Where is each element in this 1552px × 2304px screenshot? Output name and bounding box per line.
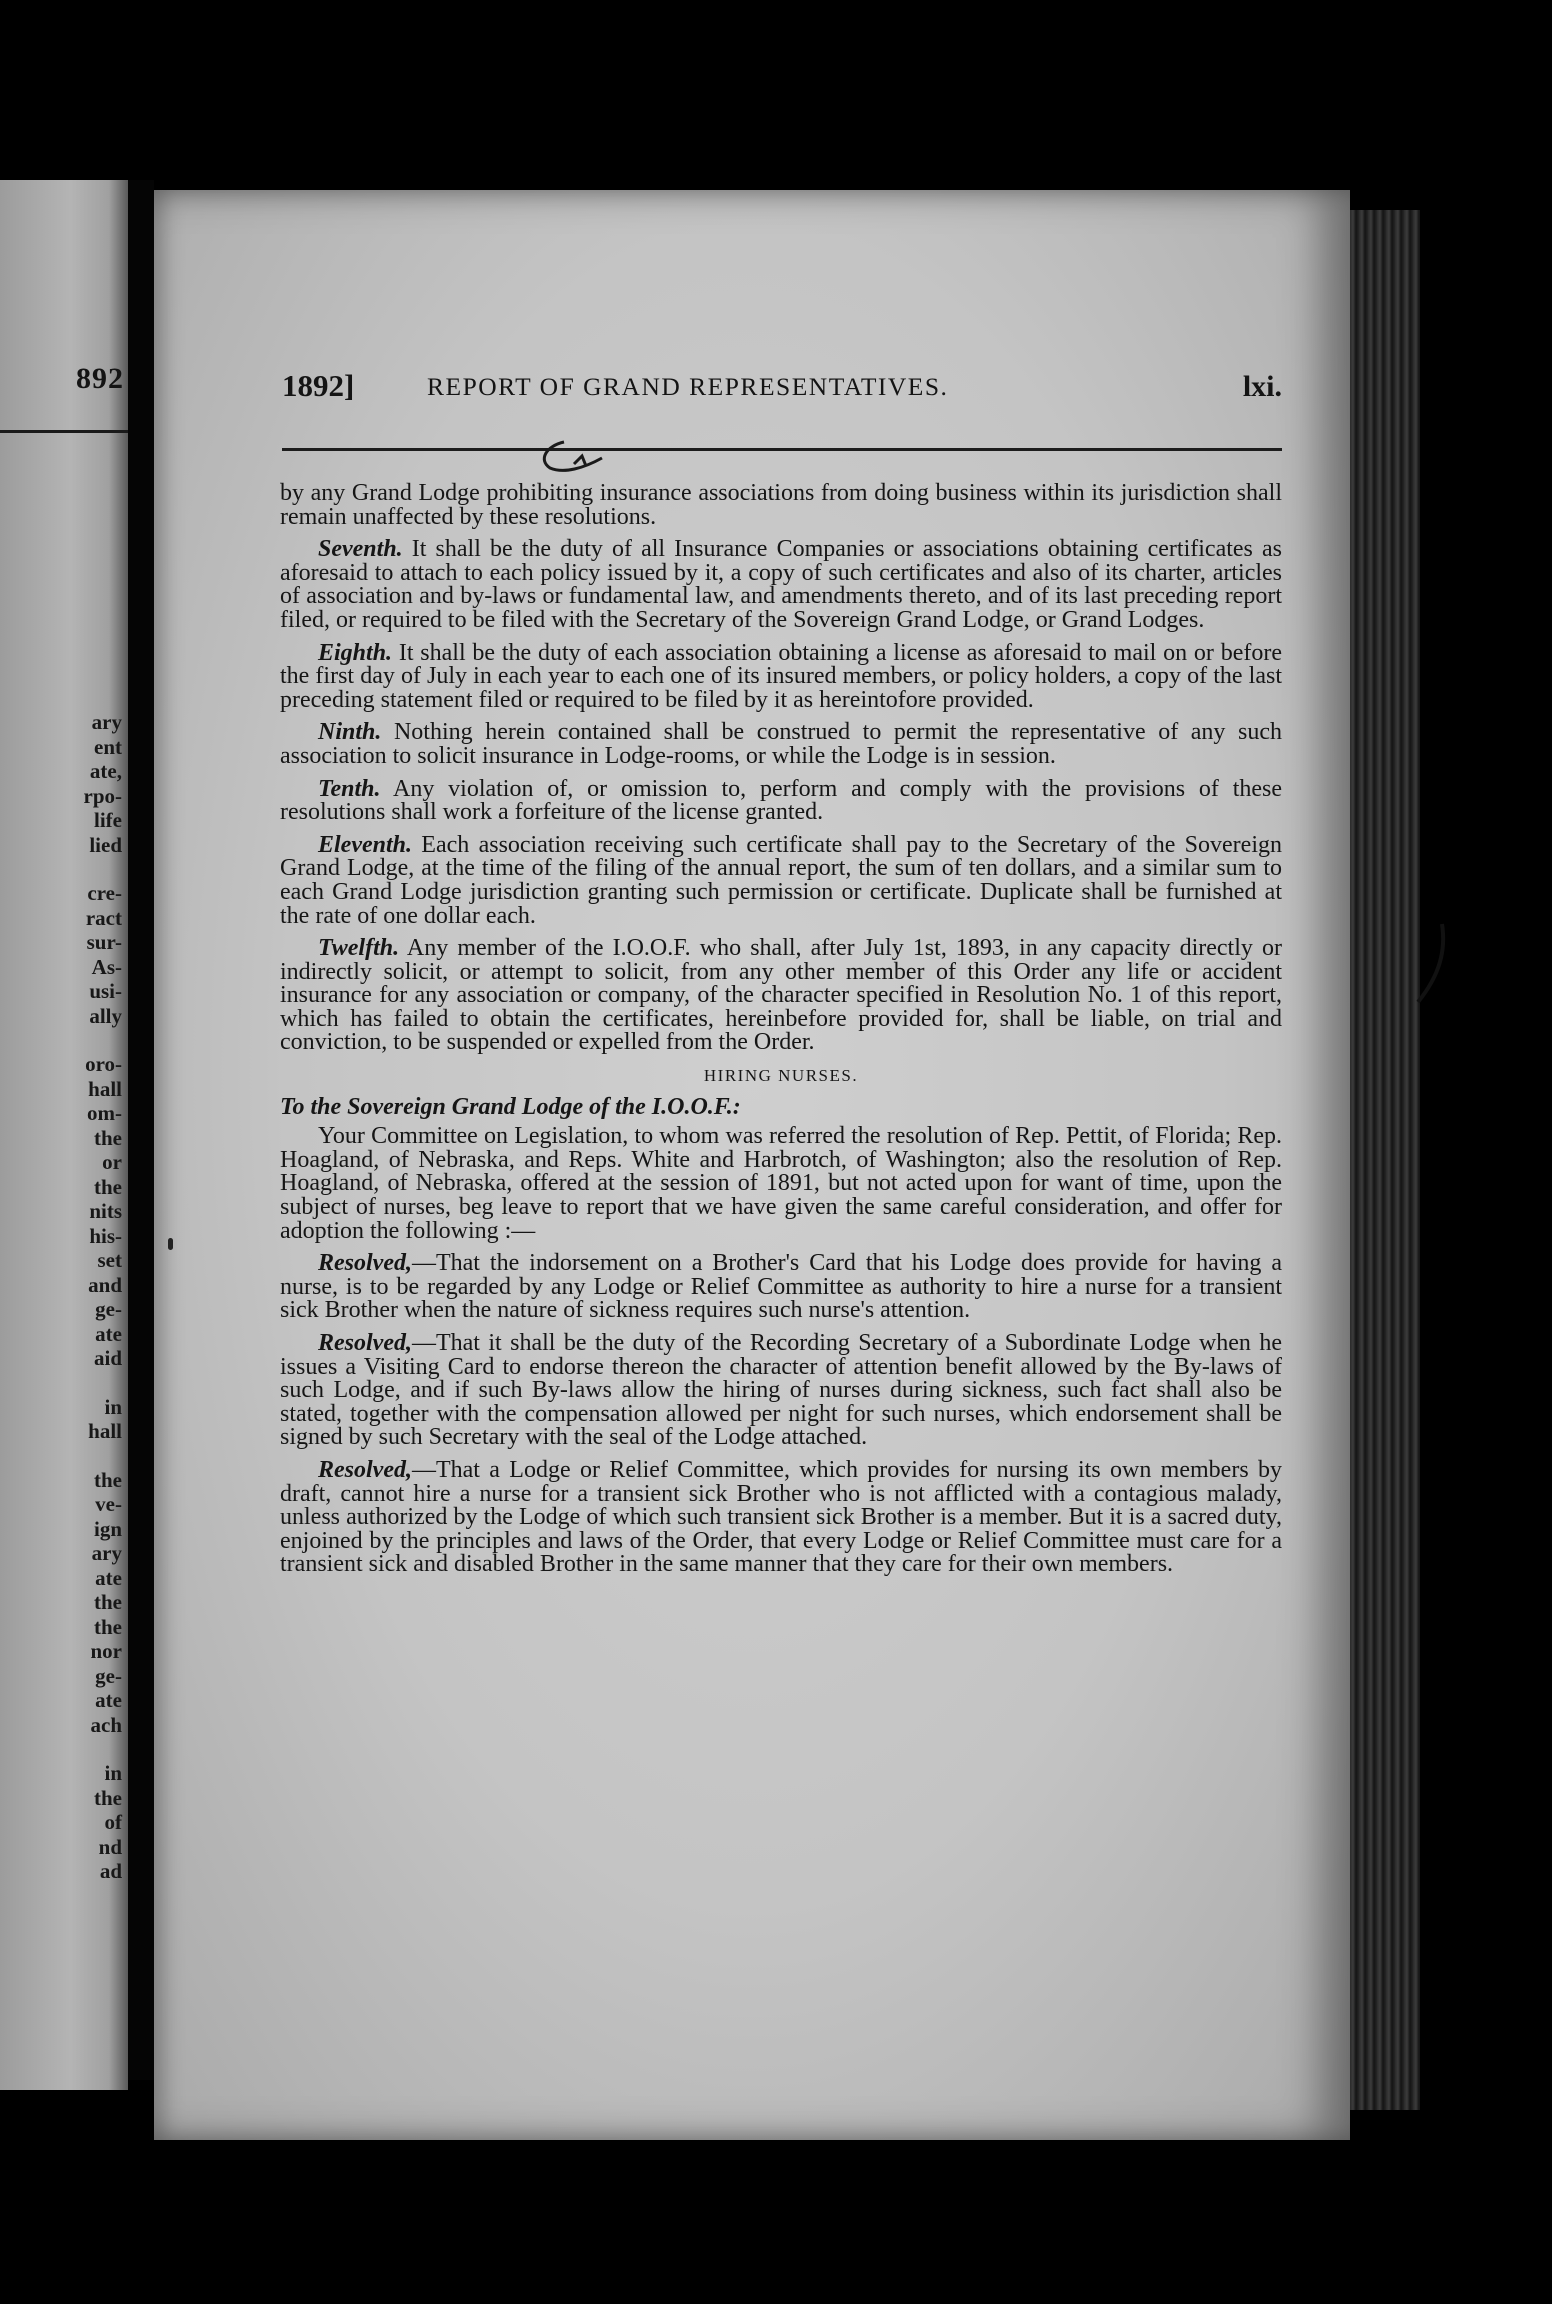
- text-resolved-3: —That a Lodge or Relief Committee, which provides for nursing its own members by draft, cannot hire a nurse for a transient sick Brother who is not afflicted with a contagious malady, unless authorized by the Lodge of which such transient sick Brother is a member. But it is a sacred duty, enjoined by the principles and laws of the Order, that every Lodge or Relief Committee must care for a transient sick and disabled Brother in the same manner that they care for their own members.: [280, 1456, 1282, 1578]
- paragraph-tenth: [280, 775, 1282, 826]
- label-ninth: Ninth.: [318, 719, 382, 746]
- paragraph-resolved-3: [280, 1456, 1282, 1578]
- book-gutter: [128, 180, 154, 2080]
- fragment-gap: [2, 1737, 122, 1761]
- margin-dot-mark: [168, 1238, 173, 1250]
- fragment-gap: [2, 1444, 122, 1468]
- section-heading: HIRING NURSES.: [703, 1066, 859, 1086]
- running-header: [282, 368, 1292, 418]
- previous-page-fragment: ally: [89, 1003, 122, 1028]
- previous-page-fragment: in: [104, 1761, 122, 1785]
- page-body: [280, 482, 1282, 1586]
- previous-page-fragment: the: [94, 1590, 122, 1614]
- previous-page-fragment: ad: [99, 1859, 122, 1883]
- paragraph-resolved-2: [280, 1332, 1282, 1450]
- label-tenth: Tenth.: [318, 775, 381, 802]
- page-folio: lxi.: [1242, 370, 1282, 403]
- previous-page-fragment: sur-: [86, 930, 122, 954]
- previous-page-fragment: of: [104, 1810, 122, 1834]
- previous-page-fragment: lied: [89, 832, 122, 857]
- text-eighth: It shall be the duty of each association obtaining a license as aforesaid to mail on or before the first day of July in each year to each one of its insured members, or policy holders, a copy of the last preceding statement filed or required to be filed by it as hereintofore provided.: [280, 639, 1282, 713]
- previous-page-fragment: ract: [85, 905, 122, 930]
- previous-page-fragment: the: [94, 1785, 122, 1810]
- previous-page-fragment: in: [104, 1394, 122, 1419]
- previous-page-fragment: ach: [90, 1712, 122, 1737]
- previous-page-fragment: ate: [95, 1688, 122, 1712]
- label-seventh: Seventh.: [318, 536, 403, 563]
- previous-page-fragment: ate: [95, 1565, 122, 1590]
- previous-page-fragment: the: [94, 1174, 122, 1199]
- previous-page-fragment: ve-: [95, 1492, 122, 1516]
- label-resolved-1: Resolved,: [318, 1250, 412, 1277]
- previous-page-fragment: ign: [93, 1516, 122, 1541]
- paragraph-eleventh: [280, 831, 1282, 929]
- previous-page-fragment: life: [94, 808, 122, 832]
- pen-flourish-mark: [534, 438, 624, 478]
- previous-page-fragment: or: [102, 1150, 122, 1174]
- previous-page-edge: [0, 180, 128, 2090]
- fragment-gap: [2, 1028, 122, 1052]
- margin-ink-mark: [1412, 920, 1452, 1010]
- previous-page-fragment: hall: [88, 1076, 122, 1101]
- previous-page-fragment: his-: [89, 1223, 122, 1248]
- text-ninth: Nothing herein contained shall be construed to permit the representative of any such association to solicit insurance in Lodge-rooms, or while the Lodge is in session.: [280, 719, 1282, 769]
- label-twelfth: Twelfth.: [318, 935, 400, 962]
- previous-page-fragment: oro-: [85, 1052, 122, 1076]
- previous-page-fragment: aid: [93, 1346, 122, 1370]
- text-seventh: It shall be the duty of all Insurance Companies or associations obtaining certificates as aforesaid to attach to each policy issued by it, a copy of such certificates and also of its charter, articles of association and by-laws or fundamental law, and amendments thereto, and of its last preceding report filed, or required to be filed with the Secretary of the Sovereign Grand Lodge, or Grand Lodges.: [280, 536, 1282, 633]
- previous-page-fragment: ge-: [95, 1663, 122, 1688]
- previous-page-fragment: om-: [87, 1101, 122, 1125]
- previous-page-fragment: ary: [91, 710, 122, 734]
- paragraph-committee-report: Your Committee on Legislation, to whom was referred the resolution of Rep. Pettit, of Florida; Rep. Hoagland, of Nebraska, and Reps. White and Harbrotch, of Washington; also the resolution of Rep. Hoagland, of Nebraska, offered at the session of 1891, but not acted upon for want of time, upon the subject of nurses, beg leave to report that we have given the same careful consideration, and offer for adoption the following :—: [280, 1123, 1282, 1244]
- fragment-gap: [2, 1371, 122, 1395]
- previous-page-rule: [0, 430, 128, 433]
- previous-page-fragment: ary: [91, 1541, 122, 1565]
- previous-page-fragment: ge-: [95, 1297, 122, 1321]
- text-resolved-2: —That it shall be the duty of the Recording Secretary of a Subordinate Lodge when he issues a Visiting Card to endorse thereon the character of attention benefit allowed by the By-laws of such Lodge, and if such By-laws allow the hiring of nurses during sickness, such fact shall also be stated, together with the compensation allowed per night for such nurses, which endorsement shall be signed by such Secretary with the seal of the Lodge attached.: [280, 1330, 1282, 1451]
- text-resolved-1: —That the indorsement on a Brother's Card that his Lodge does provide for having a nurse, is to be regarded by any Lodge or Relief Committee as authority to hire a nurse for a transient sick Brother when the nature of sickness requires such nurse's attention.: [280, 1250, 1282, 1324]
- paragraph-continuation: by any Grand Lodge prohibiting insurance associations from doing business within its jurisdiction shall remain unaffected by these resolutions.: [280, 480, 1282, 530]
- text-twelfth: Any member of the I.O.O.F. who shall, after July 1st, 1893, in any capacity directly or indirectly solicit, or attempt to solicit, from any other member of this Order any life or accident insurance for any association or company, of the character specified in Resolution No. 1 of this report, which has failed to obtain the certificates, hereinbefore provided for, shall be liable, on trial and conviction, to be suspended or expelled from the Order.: [280, 935, 1282, 1056]
- salutation: To the Sovereign Grand Lodge of the I.O.O.F.:: [280, 1093, 741, 1120]
- text-eleventh: Each association receiving such certificate shall pay to the Secretary of the Sovereign Grand Lodge, at the time of the filing of the annual report, the sum of ten dollars, and a similar sum to each Grand Lodge jurisdiction granting such permission or certificate. Duplicate shall be furnished at the rate of one dollar each.: [280, 831, 1282, 929]
- paragraph-ninth: [280, 721, 1282, 768]
- previous-page-fragment: the: [94, 1614, 122, 1639]
- previous-page-fragment: rpo-: [83, 783, 122, 808]
- text-tenth: Any violation of, or omission to, perform and comply with the provisions of these resolutions shall work a forfeiture of the license granted.: [280, 775, 1282, 826]
- previous-page-fragment: As-: [91, 954, 122, 979]
- previous-page-fragment: nits: [89, 1199, 122, 1223]
- paragraph-seventh: [280, 538, 1282, 632]
- previous-page-fragment: hall: [88, 1419, 122, 1443]
- previous-page-fragment: ate,: [89, 759, 122, 783]
- previous-page-fragment: ate: [95, 1321, 122, 1346]
- paragraph-resolved-1: [280, 1252, 1282, 1323]
- label-resolved-2: Resolved,: [318, 1330, 412, 1356]
- page-edges: [1350, 210, 1420, 2110]
- paragraph-twelfth: [280, 937, 1282, 1055]
- previous-page-fragment: cre-: [87, 881, 122, 905]
- previous-page-fragment: usi-: [89, 979, 122, 1003]
- previous-page-fragment: nd: [98, 1834, 122, 1859]
- label-eighth: Eighth.: [318, 639, 393, 666]
- previous-page-line-fragments: [2, 710, 122, 1884]
- paragraph-eighth: [280, 639, 1282, 713]
- label-eleventh: Eleventh.: [318, 831, 412, 858]
- previous-page-fragment: nor: [90, 1639, 122, 1663]
- header-year: 1892]: [282, 368, 355, 403]
- fragment-gap: [2, 857, 122, 881]
- book-page: [154, 190, 1350, 2140]
- previous-page-fragment: the: [94, 1125, 122, 1150]
- header-rule: [282, 448, 1282, 451]
- previous-page-number: 892: [76, 362, 124, 395]
- label-resolved-3: Resolved,: [318, 1456, 412, 1483]
- running-title: REPORT OF GRAND REPRESENTATIVES.: [427, 372, 949, 401]
- previous-page-fragment: the: [94, 1467, 122, 1492]
- previous-page-fragment: and: [88, 1272, 122, 1297]
- previous-page-fragment: set: [97, 1248, 122, 1272]
- previous-page-fragment: ent: [94, 734, 122, 759]
